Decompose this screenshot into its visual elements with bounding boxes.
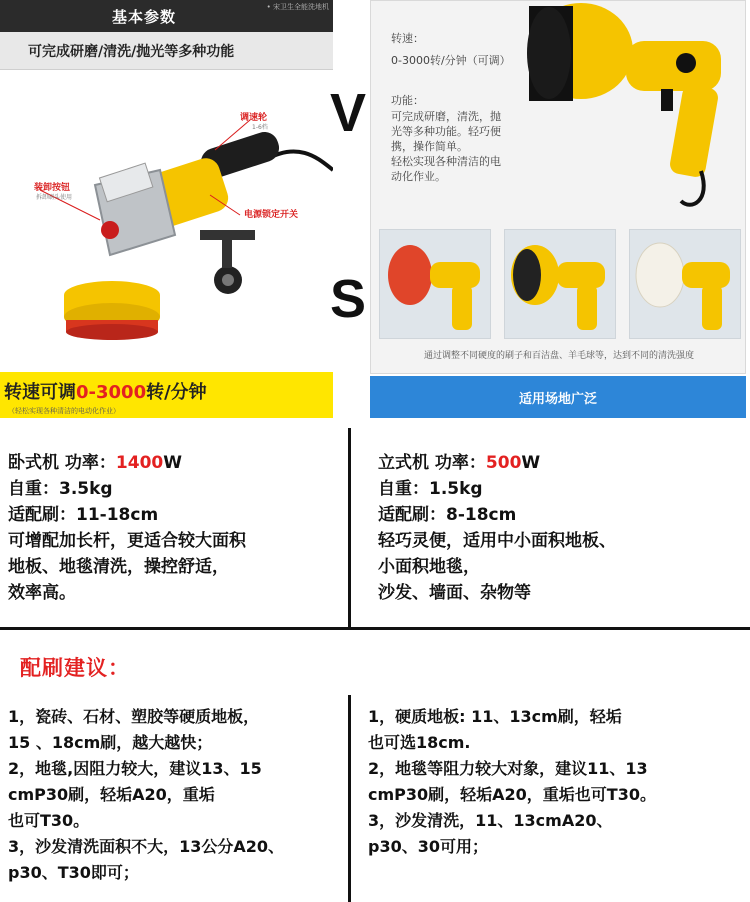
left-header [0, 0, 333, 32]
function-line: 光等多种功能。轻巧便 [391, 125, 501, 138]
right-recommend-line: 1，硬质地板: 11、13cm刷，轻垢 [368, 707, 622, 726]
function-line: 可完成研磨，清洗，抛 [391, 110, 501, 123]
left-recommend-line: 2，地毯,因阻力较大，建议13、15 [8, 759, 262, 778]
release-button-sublabel: 拆卸刷头使用 [36, 194, 73, 201]
section-divider-horizontal [0, 627, 750, 630]
speed-banner [0, 372, 333, 418]
left-spec-desc: 可增配加长杆，更适合较大面积 [8, 531, 246, 551]
thumb-pad-disc [379, 229, 491, 339]
left-spec-block [8, 450, 246, 606]
drill-brush-illustration [521, 1, 746, 216]
right-recommend-block [368, 704, 656, 860]
right-spec-desc: 小面积地毯， [378, 557, 480, 577]
left-spec-type: 卧式机 功率： [8, 453, 116, 473]
right-spec-block [378, 450, 616, 606]
function-line: 携，操作简单。 [391, 140, 468, 153]
polisher-illustration [0, 70, 333, 370]
left-spec-desc: 效率高。 [8, 583, 76, 603]
speed-banner-suffix: 转/分钟 [146, 382, 207, 403]
horizontal-polisher-image [0, 70, 333, 370]
left-spec-brush: 适配刷：11-18cm [8, 505, 159, 525]
speed-banner-value: 0-3000 [76, 382, 147, 403]
left-recommend-line: cmP30刷，轻垢A20，重垢 [8, 785, 215, 804]
watermark-text: • 宋卫生全能洗地机 [266, 3, 329, 11]
speed-banner-note: （轻松实现各种清洁的电动化作业） [8, 407, 120, 415]
speed-value: 0-3000转/分钟（可调） [391, 54, 511, 67]
thumb-wool-ball [629, 229, 741, 339]
vertical-polisher-panel [370, 0, 746, 374]
right-spec-weight: 自重：1.5kg [378, 479, 483, 499]
speed-label: 转速： [391, 32, 424, 45]
left-subheader-text: 可完成研磨/清洗/抛光等多种功能 [28, 44, 235, 60]
function-label: 功能： [391, 94, 424, 107]
accessory-thumbnails [379, 229, 741, 339]
left-recommend-block [8, 704, 284, 886]
right-spec-power-unit: W [521, 453, 541, 473]
right-spec-power-value: 500 [485, 453, 522, 473]
function-line: 动化作业。 [391, 170, 446, 183]
power-lock-label: 电源锁定开关 [244, 210, 299, 220]
right-recommend-line: 也可选18cm. [368, 733, 471, 752]
vs-letter-v: V [330, 83, 367, 143]
right-spec-power [378, 450, 616, 476]
thumb-brush [504, 229, 616, 339]
left-spec-power-value: 1400 [115, 453, 164, 473]
right-spec-desc: 沙发、墙面、杂物等 [378, 583, 531, 603]
speed-wheel-sublabel: 1-6档 [252, 124, 268, 131]
recommend-divider-vertical [348, 695, 351, 902]
brush-icon [505, 230, 617, 340]
left-spec-power [8, 450, 246, 476]
left-recommend-line: 也可T30。 [8, 811, 90, 830]
recommend-title: 配刷建议： [20, 656, 130, 680]
usage-bar [370, 376, 746, 418]
left-spec-power-unit: W [163, 453, 183, 473]
right-spec-desc: 轻巧灵便，适用中小面积地板、 [378, 531, 616, 551]
function-text [391, 109, 501, 184]
left-spec-desc: 地板、地毯清洗，操控舒适， [8, 557, 229, 577]
left-recommend-line: 1，瓷砖、石材、塑胶等硬质地板， [8, 707, 260, 726]
right-spec-type: 立式机 功率： [378, 453, 486, 473]
right-recommend-line: cmP30刷，轻垢A20，重垢也可T30。 [368, 785, 656, 804]
right-recommend-line: 2，地毯等阻力较大对象，建议11、13 [368, 759, 648, 778]
speed-wheel-label: 调速轮 [240, 113, 268, 123]
function-line: 轻松实现各种清洁的电 [391, 155, 501, 168]
right-recommend-line: 3，沙发清洗，11、13cmA20、 [368, 811, 613, 830]
right-recommend-line: p30、30可用； [368, 837, 488, 856]
left-subheader [0, 32, 333, 70]
speed-banner-prefix: 转速可调 [4, 382, 76, 403]
vs-letter-s: S [330, 269, 367, 329]
left-recommend-line: 15 、18cm刷，越大越快； [8, 733, 213, 752]
wool-ball-icon [630, 230, 742, 340]
left-header-title: 基本参数 [112, 8, 177, 26]
right-spec-brush: 适配刷：8-18cm [378, 505, 517, 525]
left-recommend-line: 3，沙发清洗面积不大，13公分A20、 [8, 837, 285, 856]
usage-bar-text: 适用场地广泛 [518, 392, 597, 407]
release-button-label: 装卸按钮 [34, 183, 71, 193]
spec-divider-vertical [348, 428, 351, 628]
left-recommend-line: p30、T30即可； [8, 863, 139, 882]
pad-disc-icon [380, 230, 492, 340]
left-spec-weight: 自重：3.5kg [8, 479, 113, 499]
accessory-caption: 通过调整不同硬度的刷子和百洁盘、羊毛球等，达到不同的清洗强度 [423, 351, 694, 361]
speed-banner-text [4, 378, 207, 404]
